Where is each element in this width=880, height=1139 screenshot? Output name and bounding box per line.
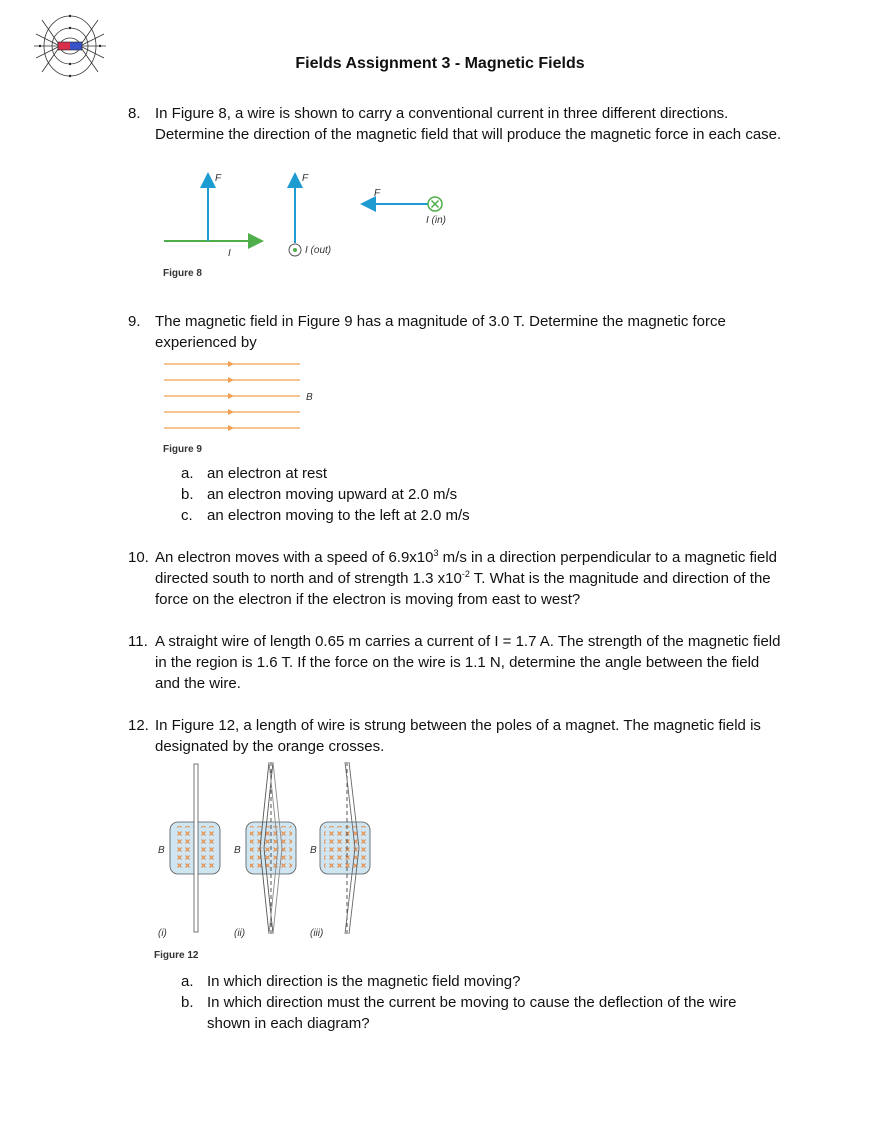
field-label: B bbox=[234, 845, 241, 856]
question-8 bbox=[128, 103, 788, 145]
question-number: 12. bbox=[128, 717, 149, 734]
panel-label: (iii) bbox=[310, 928, 324, 939]
panel-label: (i) bbox=[158, 928, 167, 939]
force-label: F bbox=[374, 188, 381, 199]
question-12 bbox=[128, 715, 788, 757]
question-number: 8. bbox=[128, 105, 141, 122]
part-label: c. bbox=[181, 507, 193, 524]
question-number: 11. bbox=[128, 633, 148, 650]
question-text: An electron moves with a speed of $6.9x10^3$ m/s in a direction perpendicular to a magnetic field directed south to north and of strength 1.3 $x10^{-2}$ T. What is the magnitude and direction of the force on the electron if the electron is moving from east to west? bbox=[155, 548, 778, 608]
panel-ii bbox=[234, 762, 296, 939]
part-label: a. bbox=[181, 973, 194, 990]
q9-part-a bbox=[181, 463, 781, 484]
figure-caption: Figure 12 bbox=[154, 950, 199, 961]
field-label: B bbox=[310, 845, 317, 856]
q9-part-b bbox=[181, 484, 781, 505]
force-label: F bbox=[302, 173, 309, 184]
question-11 bbox=[128, 631, 788, 694]
field-label: B bbox=[306, 392, 313, 403]
part-text: In which direction is the magnetic field moving? bbox=[207, 973, 521, 990]
force-label: F bbox=[215, 173, 222, 184]
page-title: Fields Assignment 3 - Magnetic Fields bbox=[295, 55, 585, 72]
figure-caption: Figure 9 bbox=[163, 444, 202, 455]
part-text: In which direction must the current be moving to cause the deflection of the wire shown in each diagram? bbox=[207, 994, 737, 1032]
part-label: b. bbox=[181, 486, 194, 503]
current-in-label: I (in) bbox=[426, 215, 446, 226]
current-out-label: I (out) bbox=[305, 245, 332, 256]
question-text: The magnetic field in Figure 9 has a magnitude of 3.0 T. Determine the magnetic force experienced by bbox=[155, 313, 726, 351]
part-text: an electron moving upward at 2.0 m/s bbox=[207, 486, 458, 503]
q9-part-c bbox=[181, 505, 781, 526]
question-10 bbox=[128, 547, 788, 610]
figure-9 bbox=[158, 358, 338, 458]
q12-part-a bbox=[181, 971, 781, 992]
question-number: 9. bbox=[128, 313, 141, 330]
figure-12 bbox=[152, 758, 392, 966]
part-label: a. bbox=[181, 465, 194, 482]
question-number: 10. bbox=[128, 549, 149, 566]
question-text: In Figure 8, a wire is shown to carry a conventional current in three different directions. Determine the direction of the magnetic field that will produce the magnetic force in each case. bbox=[155, 105, 782, 143]
panel-i bbox=[158, 764, 220, 939]
question-text: A straight wire of length 0.65 m carries a current of I = 1.7 A. The strength of the magnetic field in the region is 1.6 T. If the force on the wire is 1.1 N, determine the angle between the field and the wire. bbox=[155, 633, 781, 692]
current-label: I bbox=[228, 248, 231, 259]
panel-label: (ii) bbox=[234, 928, 246, 939]
q12-part-b bbox=[181, 992, 781, 1034]
question-text: In Figure 12, a length of wire is strung between the poles of a magnet. The magnetic field is designated by the orange crosses. bbox=[155, 717, 761, 755]
field-label: B bbox=[158, 845, 165, 856]
figure-caption: Figure 8 bbox=[163, 268, 202, 279]
question-9 bbox=[128, 311, 788, 353]
panel-iii bbox=[310, 762, 370, 939]
part-text: an electron at rest bbox=[207, 465, 328, 482]
part-text: an electron moving to the left at 2.0 m/s bbox=[207, 507, 470, 524]
figure-8 bbox=[158, 170, 458, 282]
part-label: b. bbox=[181, 994, 194, 1011]
